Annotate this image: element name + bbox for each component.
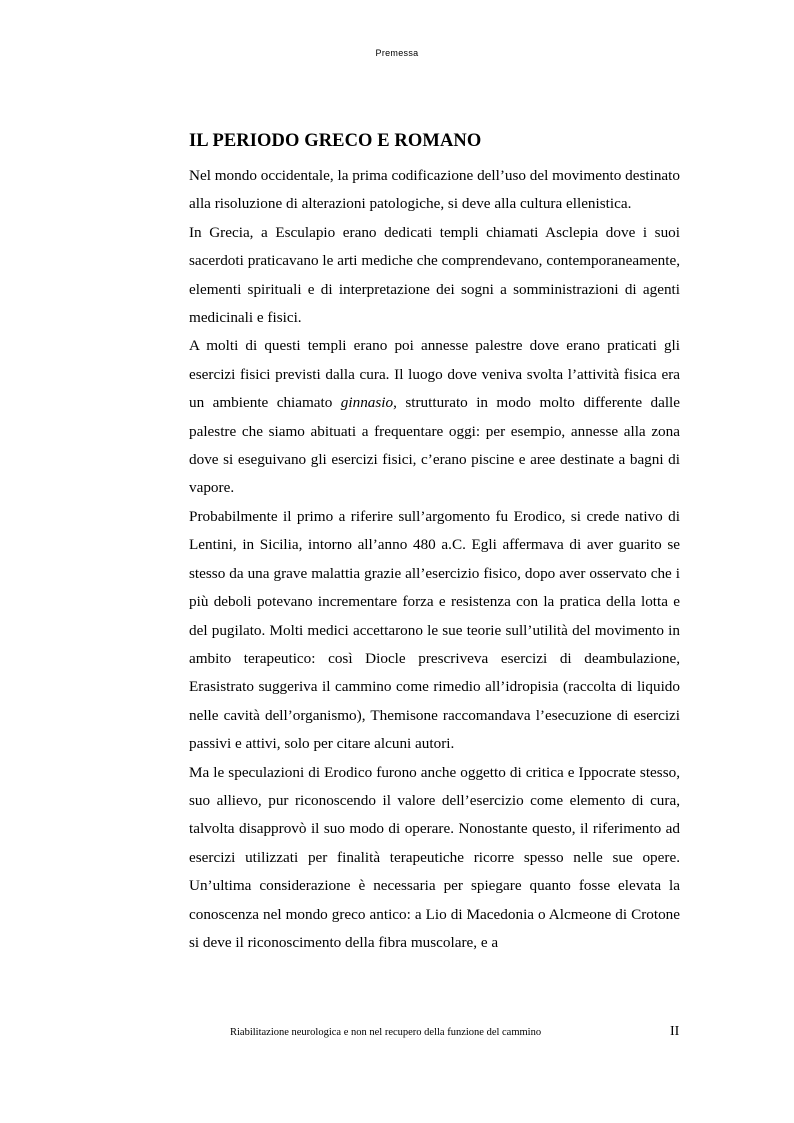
- paragraph-5: Ma le speculazioni di Erodico furono anche oggetto di critica e Ippocrate stesso, suo allievo, pur riconoscendo il valore dell’esercizio come elemento di cura, talvolta disapprovò il suo modo di operare. Nonostante questo, il riferimento ad esercizi utilizzati per finalità terapeutiche ricorre spesso nelle sue opere. Un’ultima considerazione è necessaria per spiegare quanto fosse elevata la conoscenza nel mondo greco antico: a Lio di Macedonia o Alcmeone di Crotone si deve il riconoscimento della fibra muscolare, e a: [189, 763, 680, 951]
- section-title: IL PERIODO GRECO E ROMANO: [189, 131, 482, 151]
- footer-text: Riabilitazione neurologica e non nel recupero della funzione del cammino: [230, 1027, 542, 1038]
- page-number: II: [670, 1024, 680, 1039]
- paragraph-1: Nel mondo occidentale, la prima codificazione dell’uso del movimento destinato alla risoluzione di alterazioni patologiche, si deve alla cultura ellenistica.: [189, 167, 680, 213]
- paragraph-2: In Grecia, a Esculapio erano dedicati templi chiamati Asclepia dove i suoi sacerdoti praticavano le arti mediche che comprendevano, contemporaneamente, elementi spirituali e di interpretazione dei sogni a somministrazioni di agenti medicinali e fisici.: [189, 223, 680, 327]
- italic-term: ginnasio: [340, 394, 394, 412]
- running-header: Premessa: [375, 48, 419, 58]
- paragraph-3: [189, 332, 680, 502]
- paragraph-3-part-1: A molti di questi templi erano poi annesse palestre dove erano praticati gli esercizi fisici previsti dalla cura. Il luogo dove veniva svolta l’attività fisica era un ambiente chiamato: [189, 337, 680, 412]
- paragraph-4: Probabilmente il primo a riferire sull’argomento fu Erodico, si crede nativo di Lentini, in Sicilia, intorno all’anno 480 a.C. Egli affermava di aver guarito se stesso da una grave malattia grazie all’esercizio fisico, dopo aver osservato che i più deboli potevano incrementare forza e resistenza con la pratica della lotta e del pugilato. Molti medici accettarono le sue teorie sull’utilità del movimento in ambito terapeutico: così Diocle prescriveva esercizi di deambulazione, Erasistrato suggeriva il cammino come rimedio all’idropisia (raccolta di liquido nelle cavità dell’organismo), Themisone raccomandava l’esecuzione di esercizi passivi e attivi, solo per citare alcuni autori.: [189, 507, 680, 753]
- paragraph-3-part-2: , strutturato in modo molto differente dalle palestre che siamo abituati a frequentare oggi: per esempio, annesse alla zona dove si eseguivano gli esercizi fisici, c’erano piscine e aree destinate a bagni di vapore.: [189, 394, 680, 497]
- section-body: [189, 162, 680, 957]
